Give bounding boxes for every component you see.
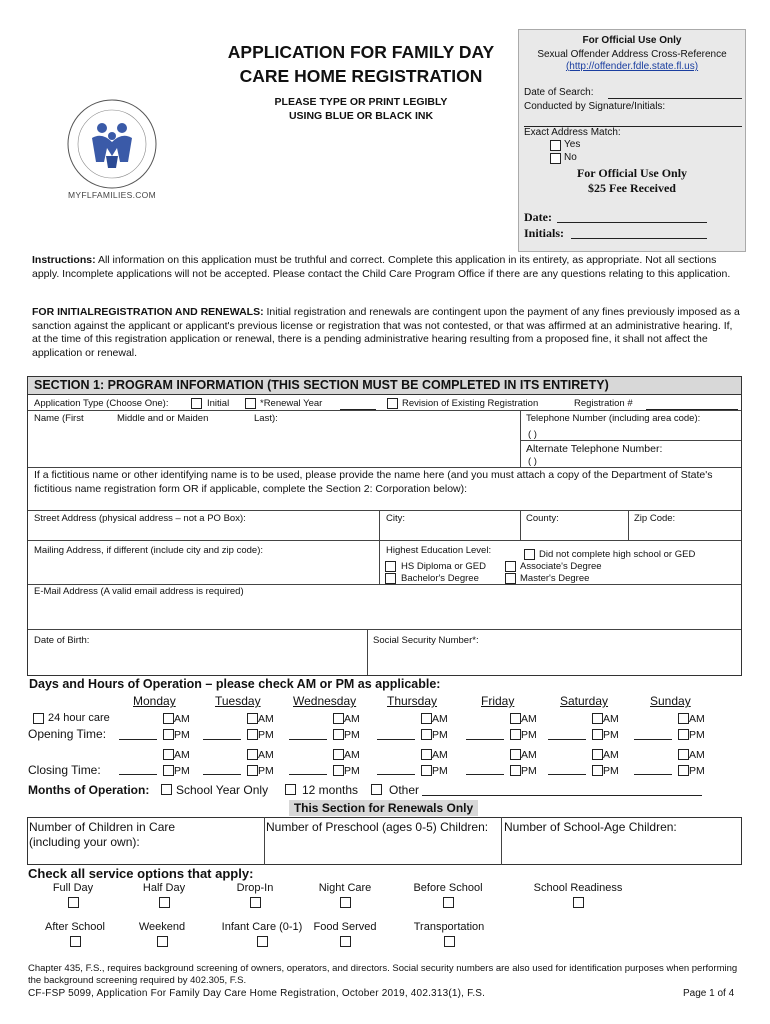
monday-closing-am-checkbox[interactable] (163, 749, 174, 760)
thursday-closing-pm-label: PM (432, 765, 448, 777)
divider (520, 510, 521, 540)
official-date-label: Date: (524, 210, 552, 224)
renewal-checkbox[interactable] (245, 398, 256, 409)
closing-time-label: Closing Time: (28, 763, 101, 777)
mailing-address-label: Mailing Address, if different (include city and zip code): (34, 545, 263, 556)
exact-match-no-label: No (564, 152, 577, 163)
official-initials-field[interactable] (571, 238, 707, 239)
official-use-box (518, 29, 746, 252)
monday-opening-pm-checkbox[interactable] (163, 729, 174, 740)
monday-opening-time-field[interactable] (119, 739, 157, 740)
edu-bachelor-label: Bachelor's Degree (401, 573, 479, 584)
service-before-school-label: Before School (413, 882, 483, 894)
service-transportation-checkbox[interactable] (444, 936, 455, 947)
friday-closing-pm-checkbox[interactable] (510, 765, 521, 776)
official-use-title-2: For Official Use Only (576, 166, 688, 180)
cross-reference-label: Sexual Offender Address Cross-Reference (537, 49, 727, 60)
service-before-school-checkbox[interactable] (443, 897, 454, 908)
day-header-monday: Monday (133, 694, 176, 708)
service-school-readiness-checkbox[interactable] (573, 897, 584, 908)
divider (28, 540, 741, 541)
telephone-area-code[interactable]: ( ) (528, 429, 537, 440)
initial-registration-paragraph (32, 306, 744, 360)
thursday-opening-pm-checkbox[interactable] (421, 729, 432, 740)
email-label: E-Mail Address (A valid email address is required) (34, 586, 244, 597)
day-header-thursday: Thursday (387, 694, 438, 708)
saturday-closing-pm-checkbox[interactable] (592, 765, 603, 776)
divider (379, 540, 380, 584)
instructions-text: All information on this application must be truthful and correct. Complete this application in its entirety, as appropriate. Not all sections apply. Incomplete applications will not be accepted. Please contact the Child Care Program Office if there are any questions relating to this application. (32, 254, 731, 280)
form-identifier: CF-FSP 5099, Application For Family Day Care Home Registration, October 2019, 402.313(1), F.S. (28, 988, 486, 999)
sunday-opening-time-field[interactable] (634, 739, 672, 740)
tuesday-closing-time-field[interactable] (203, 774, 241, 775)
sunday-opening-pm-label: PM (689, 729, 705, 741)
divider (520, 440, 741, 441)
service-food-served-label: Food Served (313, 921, 377, 933)
edu-master-label: Master's Degree (520, 573, 590, 584)
service-infant-care-0-1-label: Infant Care (0-1) (221, 921, 303, 933)
tuesday-opening-time-field[interactable] (203, 739, 241, 740)
telephone-label: Telephone Number (including area code): (526, 413, 701, 424)
wednesday-closing-am-label: AM (344, 749, 360, 761)
title-line-1: APPLICATION FOR FAMILY DAY (227, 42, 495, 62)
renewals-title: This Section for Renewals Only (293, 801, 474, 815)
monday-closing-pm-checkbox[interactable] (163, 765, 174, 776)
sunday-opening-am-label: AM (689, 713, 705, 725)
service-drop-in-checkbox[interactable] (250, 897, 261, 908)
saturday-opening-time-field[interactable] (548, 739, 586, 740)
service-half-day-label: Half Day (142, 882, 186, 894)
name-last-label: Last): (254, 413, 278, 424)
ink-instruction-line-1: PLEASE TYPE OR PRINT LEGIBLY (274, 96, 448, 108)
wednesday-closing-pm-label: PM (344, 765, 360, 777)
thursday-opening-am-label: AM (432, 713, 448, 725)
edu-associate-checkbox[interactable] (505, 561, 516, 572)
date-of-search-label: Date of Search: (524, 87, 594, 98)
friday-opening-am-label: AM (521, 713, 537, 725)
renewal-label: *Renewal Year (260, 398, 323, 409)
tuesday-opening-pm-label: PM (258, 729, 274, 741)
school-year-label: School Year Only (176, 783, 269, 797)
divider (628, 510, 629, 540)
tuesday-opening-pm-checkbox[interactable] (247, 729, 258, 740)
official-use-title: For Official Use Only (582, 35, 682, 46)
fictitious-name-label: If a fictitious name or other identifying name is to be used, please provide the name here (and you must attach a copy of the Department of State's fictitious name registration form OR if applicable, complete the Section 2: Corporation below): (34, 469, 713, 495)
hours-title: Days and Hours of Operation – please check AM or PM as applicable: (29, 677, 441, 691)
twelve-months-label: 12 months (302, 783, 359, 797)
sunday-opening-am-checkbox[interactable] (678, 713, 689, 724)
months-of-operation-text: Months of Operation: (28, 783, 150, 797)
sunday-opening-pm-checkbox[interactable] (678, 729, 689, 740)
opening-time-label: Opening Time: (28, 727, 107, 741)
tuesday-closing-pm-checkbox[interactable] (247, 765, 258, 776)
divider (28, 584, 741, 585)
wednesday-opening-time-field[interactable] (289, 739, 327, 740)
divider (28, 467, 741, 468)
children-in-care-label: Number of Children in Care (including your own): (29, 820, 176, 849)
saturday-closing-time-field[interactable] (548, 774, 586, 775)
official-date-field[interactable] (557, 222, 707, 223)
tuesday-opening-am-label: AM (258, 713, 274, 725)
sunday-closing-pm-label: PM (689, 765, 705, 777)
street-address-label: Street Address (physical address – not a PO Box): (34, 513, 246, 524)
wednesday-closing-am-checkbox[interactable] (333, 749, 344, 760)
application-type-label: Application Type (Choose One): (34, 398, 169, 409)
monday-closing-time-field[interactable] (119, 774, 157, 775)
friday-opening-am-checkbox[interactable] (510, 713, 521, 724)
service-after-school-checkbox[interactable] (70, 936, 81, 947)
exact-match-label: Exact Address Match: (524, 127, 621, 138)
zip-code-label: Zip Code: (634, 513, 676, 524)
fee-received: $25 Fee Received (588, 181, 676, 195)
edu-hs-checkbox[interactable] (385, 561, 396, 572)
alternate-telephone-area-code[interactable]: ( ) (528, 456, 537, 467)
friday-closing-time-field[interactable] (466, 774, 504, 775)
renewals-title-bar (289, 800, 478, 816)
edu-none-label: Did not complete high school or GED (539, 549, 696, 560)
registration-number-label: Registration # (574, 398, 633, 409)
monday-closing-am-label: AM (174, 749, 190, 761)
education-level-label: Highest Education Level: (386, 545, 492, 556)
revision-checkbox[interactable] (387, 398, 398, 409)
edu-hs-label: HS Diploma or GED (401, 561, 486, 572)
fdle-link[interactable]: (http://offender.fdle.state.fl.us) (565, 61, 699, 72)
page-number: Page 1 of 4 (683, 988, 735, 999)
service-school-readiness-label: School Readiness (533, 882, 623, 894)
page-title (206, 40, 516, 88)
date-of-birth-label: Date of Birth: (34, 635, 90, 646)
service-drop-in-label: Drop-In (236, 882, 274, 894)
ink-instruction (206, 95, 516, 123)
official-initials-label: Initials: (524, 226, 565, 240)
edu-master-checkbox[interactable] (505, 573, 516, 584)
service-transportation-label: Transportation (413, 921, 485, 933)
initial-label: Initial (207, 398, 230, 409)
ssn-label: Social Security Number*: (373, 635, 479, 646)
saturday-closing-pm-label: PM (603, 765, 619, 777)
initial-registration-text: Initial registration and renewals are contingent upon the payment of any fines previously imposed as a sanction against the applicant or applicant's previous license or registration that was not contested, or that was affirmed at an administrative hearing. If, at the time of this registration application or renewal, there is a pending administrative hearing resulting from a proposed fine, it shall not affect the application or renewal. (32, 306, 740, 359)
background-screening-note: Chapter 435, F.S., requires background screening of owners, operators, and directors. Social security numbers are also used for identification purposes when performing the background screening required by 402.305, F.S. (28, 963, 738, 986)
logo-url: MYFLFAMILIES.COM (68, 190, 156, 200)
months-of-operation-label (28, 783, 149, 797)
city-label: City: (386, 513, 405, 524)
wednesday-closing-time-field[interactable] (289, 774, 327, 775)
divider (501, 817, 502, 865)
service-infant-care-0-1-checkbox[interactable] (257, 936, 268, 947)
friday-closing-pm-label: PM (521, 765, 537, 777)
divider (264, 817, 265, 865)
day-header-friday: Friday (481, 694, 515, 708)
thursday-closing-pm-checkbox[interactable] (421, 765, 432, 776)
sunday-closing-am-checkbox[interactable] (678, 749, 689, 760)
ink-instruction-line-2: USING BLUE OR BLACK INK (288, 110, 434, 122)
wednesday-opening-am-checkbox[interactable] (333, 713, 344, 724)
saturday-opening-am-label: AM (603, 713, 619, 725)
wednesday-opening-pm-label: PM (344, 729, 360, 741)
saturday-opening-am-checkbox[interactable] (592, 713, 603, 724)
section1-title: SECTION 1: PROGRAM INFORMATION (THIS SECTION MUST BE COMPLETED IN ITS ENTIRETY) (34, 378, 609, 392)
school-age-children-label: Number of School-Age Children: (504, 820, 677, 834)
thursday-opening-pm-label: PM (432, 729, 448, 741)
sunday-closing-time-field[interactable] (634, 774, 672, 775)
wednesday-opening-pm-checkbox[interactable] (333, 729, 344, 740)
initial-registration-label: FOR INITIALREGISTRATION AND RENEWALS: (32, 306, 264, 318)
tuesday-opening-am-checkbox[interactable] (247, 713, 258, 724)
edu-bachelor-checkbox[interactable] (385, 573, 396, 584)
services-title: Check all service options that apply: (28, 866, 254, 881)
care-24-hour-checkbox[interactable] (33, 713, 44, 724)
preschool-children-label: Number of Preschool (ages 0-5) Children: (266, 820, 489, 834)
day-header-wednesday: Wednesday (293, 694, 357, 708)
saturday-closing-am-checkbox[interactable] (592, 749, 603, 760)
thursday-closing-am-checkbox[interactable] (421, 749, 432, 760)
title-line-2: CARE HOME REGISTRATION (239, 66, 483, 86)
wednesday-closing-pm-checkbox[interactable] (333, 765, 344, 776)
service-half-day-checkbox[interactable] (159, 897, 170, 908)
edu-associate-label: Associate's Degree (520, 561, 602, 572)
divider (28, 410, 741, 411)
divider (520, 410, 521, 467)
tuesday-closing-am-checkbox[interactable] (247, 749, 258, 760)
exact-match-no-checkbox[interactable] (550, 153, 561, 164)
divider (28, 629, 741, 630)
tuesday-closing-am-label: AM (258, 749, 274, 761)
monday-closing-pm-label: PM (174, 765, 190, 777)
name-middle-label: Middle and or Maiden (117, 413, 209, 424)
school-year-checkbox[interactable] (161, 784, 172, 795)
initial-checkbox[interactable] (191, 398, 202, 409)
divider (28, 510, 741, 511)
saturday-opening-pm-label: PM (603, 729, 619, 741)
section1-title-bar (28, 377, 741, 395)
twelve-months-checkbox[interactable] (285, 784, 296, 795)
tuesday-closing-pm-label: PM (258, 765, 274, 777)
date-of-search-field[interactable] (608, 98, 742, 99)
service-food-served-checkbox[interactable] (340, 936, 351, 947)
thursday-opening-am-checkbox[interactable] (421, 713, 432, 724)
service-after-school-label: After School (45, 921, 105, 933)
monday-opening-pm-label: PM (174, 729, 190, 741)
other-months-label: Other (389, 783, 420, 797)
service-night-care-label: Night Care (318, 882, 372, 894)
care-24-hour-label: 24 hour care (48, 712, 110, 724)
saturday-opening-pm-checkbox[interactable] (592, 729, 603, 740)
revision-label: Revision of Existing Registration (402, 398, 539, 409)
divider (379, 510, 380, 540)
thursday-closing-time-field[interactable] (377, 774, 415, 775)
exact-match-yes-checkbox[interactable] (550, 140, 561, 151)
service-weekend-checkbox[interactable] (157, 936, 168, 947)
alternate-telephone-label: Alternate Telephone Number: (526, 443, 663, 455)
other-months-field[interactable] (422, 795, 702, 796)
divider (367, 629, 368, 675)
friday-closing-am-label: AM (521, 749, 537, 761)
day-header-sunday: Sunday (650, 694, 691, 708)
service-full-day-checkbox[interactable] (68, 897, 79, 908)
instructions-paragraph (32, 254, 744, 281)
sunday-closing-pm-checkbox[interactable] (678, 765, 689, 776)
service-full-day-label: Full Day (52, 882, 94, 894)
dcf-logo (62, 96, 162, 206)
instructions-label: Instructions: (32, 254, 96, 266)
exact-match-yes-label: Yes (564, 139, 581, 150)
conducted-by-label: Conducted by Signature/Initials: (524, 101, 666, 112)
friday-opening-pm-checkbox[interactable] (510, 729, 521, 740)
sunday-closing-am-label: AM (689, 749, 705, 761)
friday-opening-pm-label: PM (521, 729, 537, 741)
name-first-label: Name (First (34, 413, 84, 424)
day-header-tuesday: Tuesday (215, 694, 261, 708)
wednesday-opening-am-label: AM (344, 713, 360, 725)
saturday-closing-am-label: AM (603, 749, 619, 761)
monday-opening-am-checkbox[interactable] (163, 713, 174, 724)
day-header-saturday: Saturday (560, 694, 609, 708)
friday-opening-time-field[interactable] (466, 739, 504, 740)
thursday-closing-am-label: AM (432, 749, 448, 761)
other-months-checkbox[interactable] (371, 784, 382, 795)
friday-closing-am-checkbox[interactable] (510, 749, 521, 760)
monday-opening-am-label: AM (174, 713, 190, 725)
edu-none-checkbox[interactable] (524, 549, 535, 560)
service-weekend-label: Weekend (138, 921, 186, 933)
service-night-care-checkbox[interactable] (340, 897, 351, 908)
thursday-opening-time-field[interactable] (377, 739, 415, 740)
county-label: County: (526, 513, 559, 524)
